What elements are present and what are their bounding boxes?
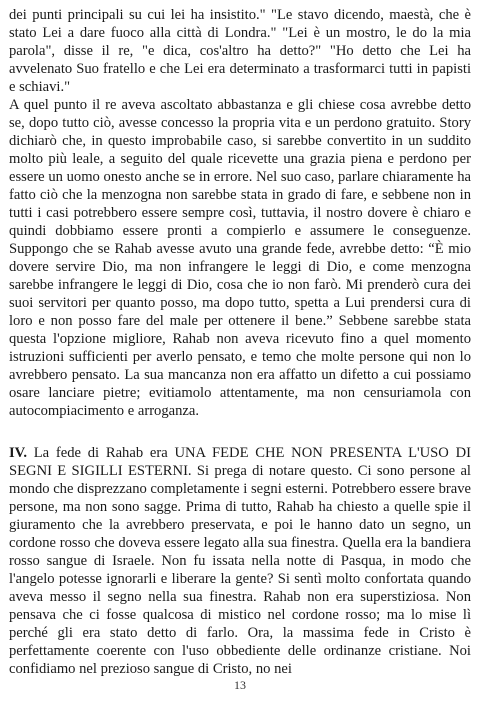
paragraph-1: dei punti principali su cui lei ha insistito." "Le stavo dicendo, maestà, che è stato Lei a dare fuoco alla città di Londra." "Lei è un mostro, le do la mia parola", disse il re, "e dica, cos'altro ha detto?" "Ho detto che Lei ha avvelenato Suo fratello e che Lei era determinato a trasformarci tutti in papisti e schiavi."	[9, 7, 471, 95]
paragraph-3-section-iv	[9, 444, 471, 678]
section-number: IV.	[9, 445, 27, 461]
paragraph-3-text: La fede di Rahab era UNA FEDE CHE NON PRESENTA L'USO DI SEGNI E SIGILLI ESTERNI. Si prega di notare questo. Ci sono persone al mondo che disprezzano completamente i segni esterni. Potrebbero essere brave persone, ma non sono sagge. Prima di tutto, Rahab ha chiesto a quelle spie il giuramento che la avrebbero preservata, e poi le hanno dato un segno, un cordone rosso che doveva essere legato alla sua finestra. Quella era la bandiera rosso sangue di Israele. Non fu issata nella notte di Pasqua, in modo che l'angelo potesse ignorarli e liberare la gente? Si sentì molto confortata quando aveva messo il segno nella sua finestra. Rahab non era superstiziosa. Non pensava che ci fosse qualcosa di mistico nel cordone rosso; ma lo mise lì perché gli era stato detto di farlo. Ora, la massima fede in Cristo è perfettamente coerente con l'uso obbediente delle ordinanze cristiane. Noi confidiamo nel prezioso sangue di Cristo, no nei	[9, 445, 471, 677]
page-number: 13	[234, 678, 246, 692]
paragraph-2: A quel punto il re aveva ascoltato abbastanza e gli chiese cosa avrebbe detto se, dopo tutto ciò, avesse concesso la propria vita e un perdono gratuito. Story dichiarò che, in questo improbabile caso, si sarebbe convertito in un suddito molto più leale, a seguito del quale ricevette una grazia piena e perdono per essere un uomo onesto anche se in errore. Nel suo caso, parlare chiaramente ha fatto ciò che la menzogna non sarebbe stata in grado di fare, e sebbene non in tutti i casi potrebbero essere sempre così, tuttavia, il nostro dovere è chiaro e quindi dobbiamo essere pronti a compierlo e assumere le conseguenze. Suppongo che se Rahab avesse avuto una grande fede, avrebbe detto: “È mio dovere servire Dio, ma non infrangere le leggi di Dio, e come menzogna sarebbe infrangere le leggi di Dio, cosa che io non farò. Mi prenderò cura dei suoi servitori per quanto posso, ma dopo tutto, spetta a Lui prendersi cura di loro e non posso fare del male per ottenere il bene.” Sebbene sarebbe stata questa l'opzione migliore, Rahab non aveva ricevuto fino a quel momento istruzioni sufficienti per averlo pensato, e temo che molte persone qui non lo avrebbero pensato. La sua mancanza non era affatto un difetto a cui possiamo osare lanciare pietre; evitiamolo attentamente, ma non censuriamola con autocompiacimento e arroganza.	[9, 97, 471, 419]
